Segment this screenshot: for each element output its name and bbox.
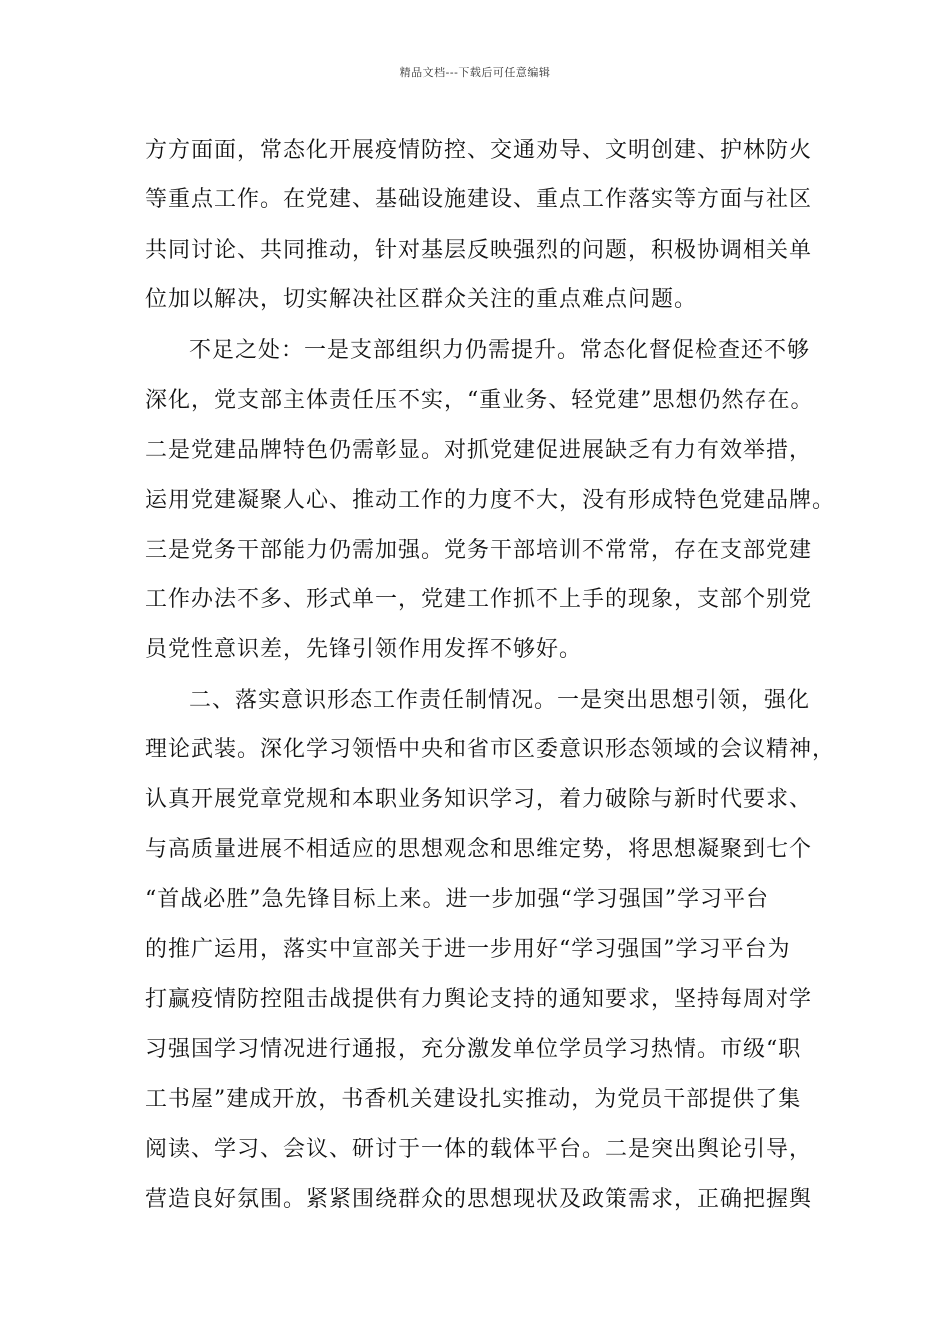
body-line: 打赢疫情防控阻击战提供有力舆论支持的通知要求，坚持每周对学 <box>145 987 813 1012</box>
paragraph-start-line: 二、落实意识形态工作责任制情况。一是突出思想引领，强化 <box>189 688 811 713</box>
body-line: 的推广运用，落实中宣部关于进一步用好“学习强国”学习平台为 <box>145 937 791 962</box>
body-line: 二是党建品牌特色仍需彰显。对抓党建促进展缺乏有力有效举措， <box>145 438 813 463</box>
body-line: 阅读、学习、会议、研讨于一体的载体平台。二是突出舆论引导， <box>145 1137 813 1162</box>
body-line: 运用党建凝聚人心、推动工作的力度不大，没有形成特色党建品牌。 <box>145 488 836 513</box>
body-line: 深化，党支部主体责任压不实，“重业务、轻党建”思想仍然存在。 <box>145 388 814 413</box>
body-line: 营造良好氛围。紧紧围绕群众的思想现状及政策需求，正确把握舆 <box>145 1187 813 1212</box>
body-line: 工书屋”建成开放，书香机关建设扎实推动，为党员干部提供了集 <box>145 1087 802 1112</box>
body-line: 三是党务干部能力仍需加强。党务干部培训不常常，存在支部党建 <box>145 538 813 563</box>
body-line: 认真开展党章党规和本职业务知识学习，着力破除与新时代要求、 <box>145 787 813 812</box>
body-line: 共同讨论、共同推动，针对基层反映强烈的问题，积极协调相关单 <box>145 238 813 263</box>
paragraph-start-line: 不足之处：一是支部组织力仍需提升。常态化督促检查还不够 <box>189 338 811 363</box>
body-line: 与高质量进展不相适应的思想观念和思维定势，将思想凝聚到七个 <box>145 837 813 862</box>
body-line: 位加以解决，切实解决社区群众关注的重点难点问题。 <box>145 287 698 312</box>
body-line: 工作办法不多、形式单一，党建工作抓不上手的现象，支部个别党 <box>145 587 813 612</box>
body-line: “首战必胜”急先锋目标上来。进一步加强“学习强国”学习平台 <box>145 887 769 912</box>
body-line: 习强国学习情况进行通报，充分激发单位学员学习热情。市级“职 <box>145 1037 802 1062</box>
body-line: 等重点工作。在党建、基础设施建设、重点工作落实等方面与社区 <box>145 187 813 212</box>
body-line: 方方面面，常态化开展疫情防控、交通劝导、文明创建、护林防火 <box>145 138 813 163</box>
page-header: 精品文档---下载后可任意编辑 <box>399 66 551 79</box>
body-line: 理论武装。深化学习领悟中央和省市区委意识形态领域的会议精神， <box>145 737 836 762</box>
body-line: 员党性意识差，先锋引领作用发挥不够好。 <box>145 637 583 662</box>
